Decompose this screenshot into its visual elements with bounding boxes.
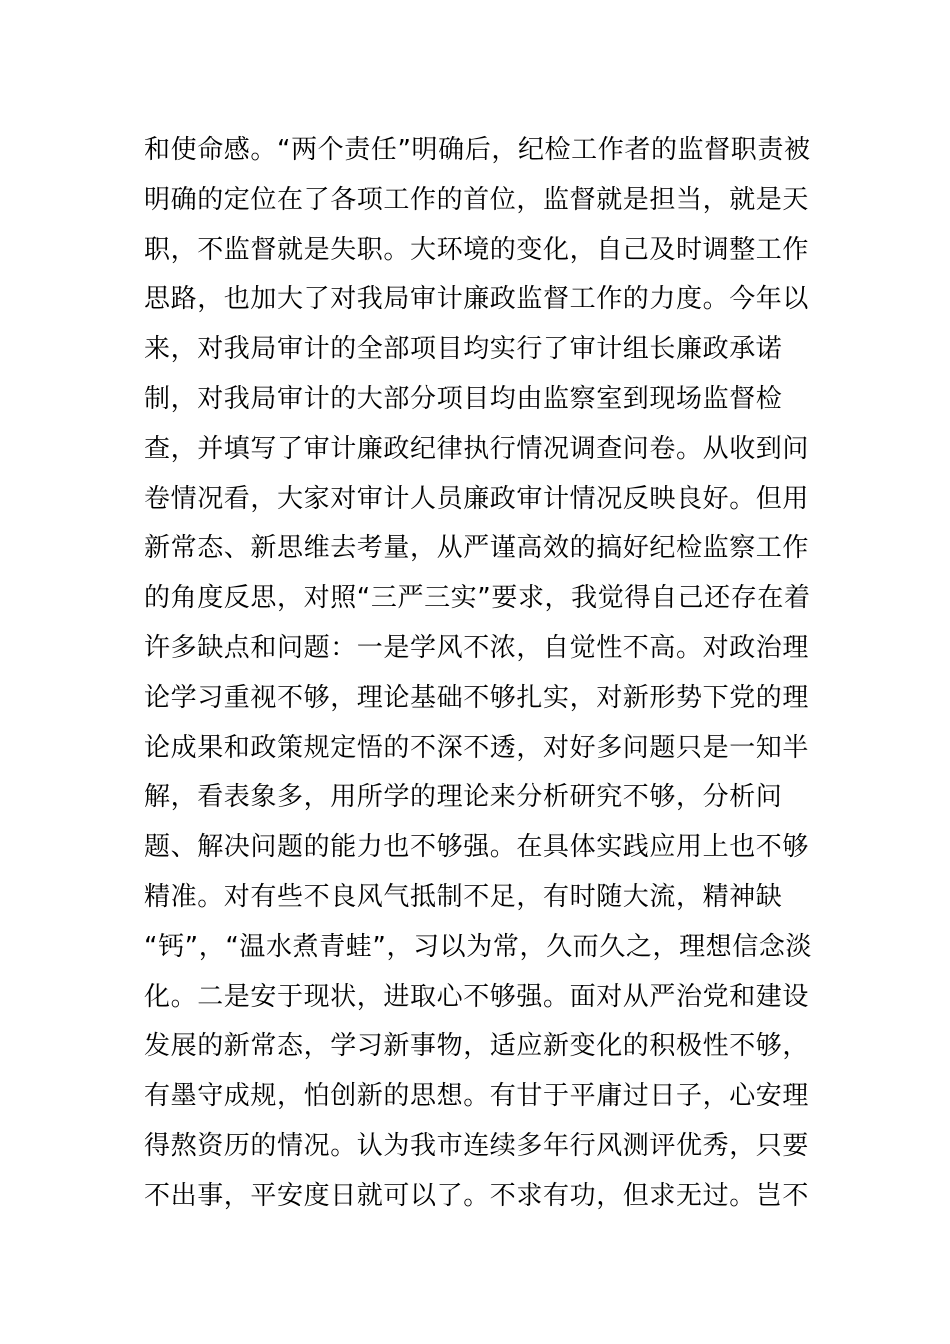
text-line: 查，并填写了审计廉政纪律执行情况调查问卷。从收到问 — [144, 433, 810, 464]
text-line: 卷情况看，大家对审计人员廉政审计情况反映良好。但用 — [144, 483, 810, 514]
text-line: 发展的新常态，学习新事物，适应新变化的积极性不够， — [144, 1031, 810, 1062]
text-line: 化。二是安于现状，进取心不够强。面对从严治党和建设 — [144, 981, 810, 1012]
text-line: 得熬资历的情况。认为我市连续多年行风测评优秀，只要 — [144, 1130, 810, 1161]
text-line: 精准。对有些不良风气抵制不足，有时随大流，精神缺 — [144, 881, 783, 912]
text-line: 职，不监督就是失职。大环境的变化，自己及时调整工作 — [144, 234, 810, 265]
text-line: “钙”，“温水煮青蛙”，习以为常，久而久之，理想信念淡 — [144, 931, 813, 962]
text-line: 不出事，平安度日就可以了。不求有功，但求无过。岂不 — [144, 1180, 810, 1211]
text-line: 题、解决问题的能力也不够强。在具体实践应用上也不够 — [144, 832, 810, 863]
text-line: 解，看表象多，用所学的理论来分析研究不够，分析问 — [144, 782, 783, 813]
text-line: 论学习重视不够，理论基础不够扎实，对新形势下党的理 — [144, 682, 810, 713]
text-line: 制，对我局审计的大部分项目均由监察室到现场监督检 — [144, 383, 783, 414]
text-line: 的角度反思，对照“三严三实”要求，我觉得自己还存在着 — [144, 583, 811, 614]
text-line: 来，对我局审计的全部项目均实行了审计组长廉政承诺 — [144, 334, 783, 365]
text-line: 许多缺点和问题：一是学风不浓，自觉性不高。对政治理 — [144, 632, 810, 663]
body-text — [144, 130, 814, 1226]
text-line: 和使命感。“两个责任”明确后，纪检工作者的监督职责被 — [144, 135, 811, 165]
text-line: 明确的定位在了各项工作的首位，监督就是担当，就是天 — [144, 184, 810, 215]
text-line: 有墨守成规，怕创新的思想。有甘于平庸过日子，心安理 — [144, 1081, 810, 1112]
text-line: 新常态、新思维去考量，从严谨高效的搞好纪检监察工作 — [144, 533, 810, 564]
text-line: 论成果和政策规定悟的不深不透，对好多问题只是一知半 — [144, 732, 810, 763]
text-line: 思路，也加大了对我局审计廉政监督工作的力度。今年以 — [144, 284, 810, 315]
